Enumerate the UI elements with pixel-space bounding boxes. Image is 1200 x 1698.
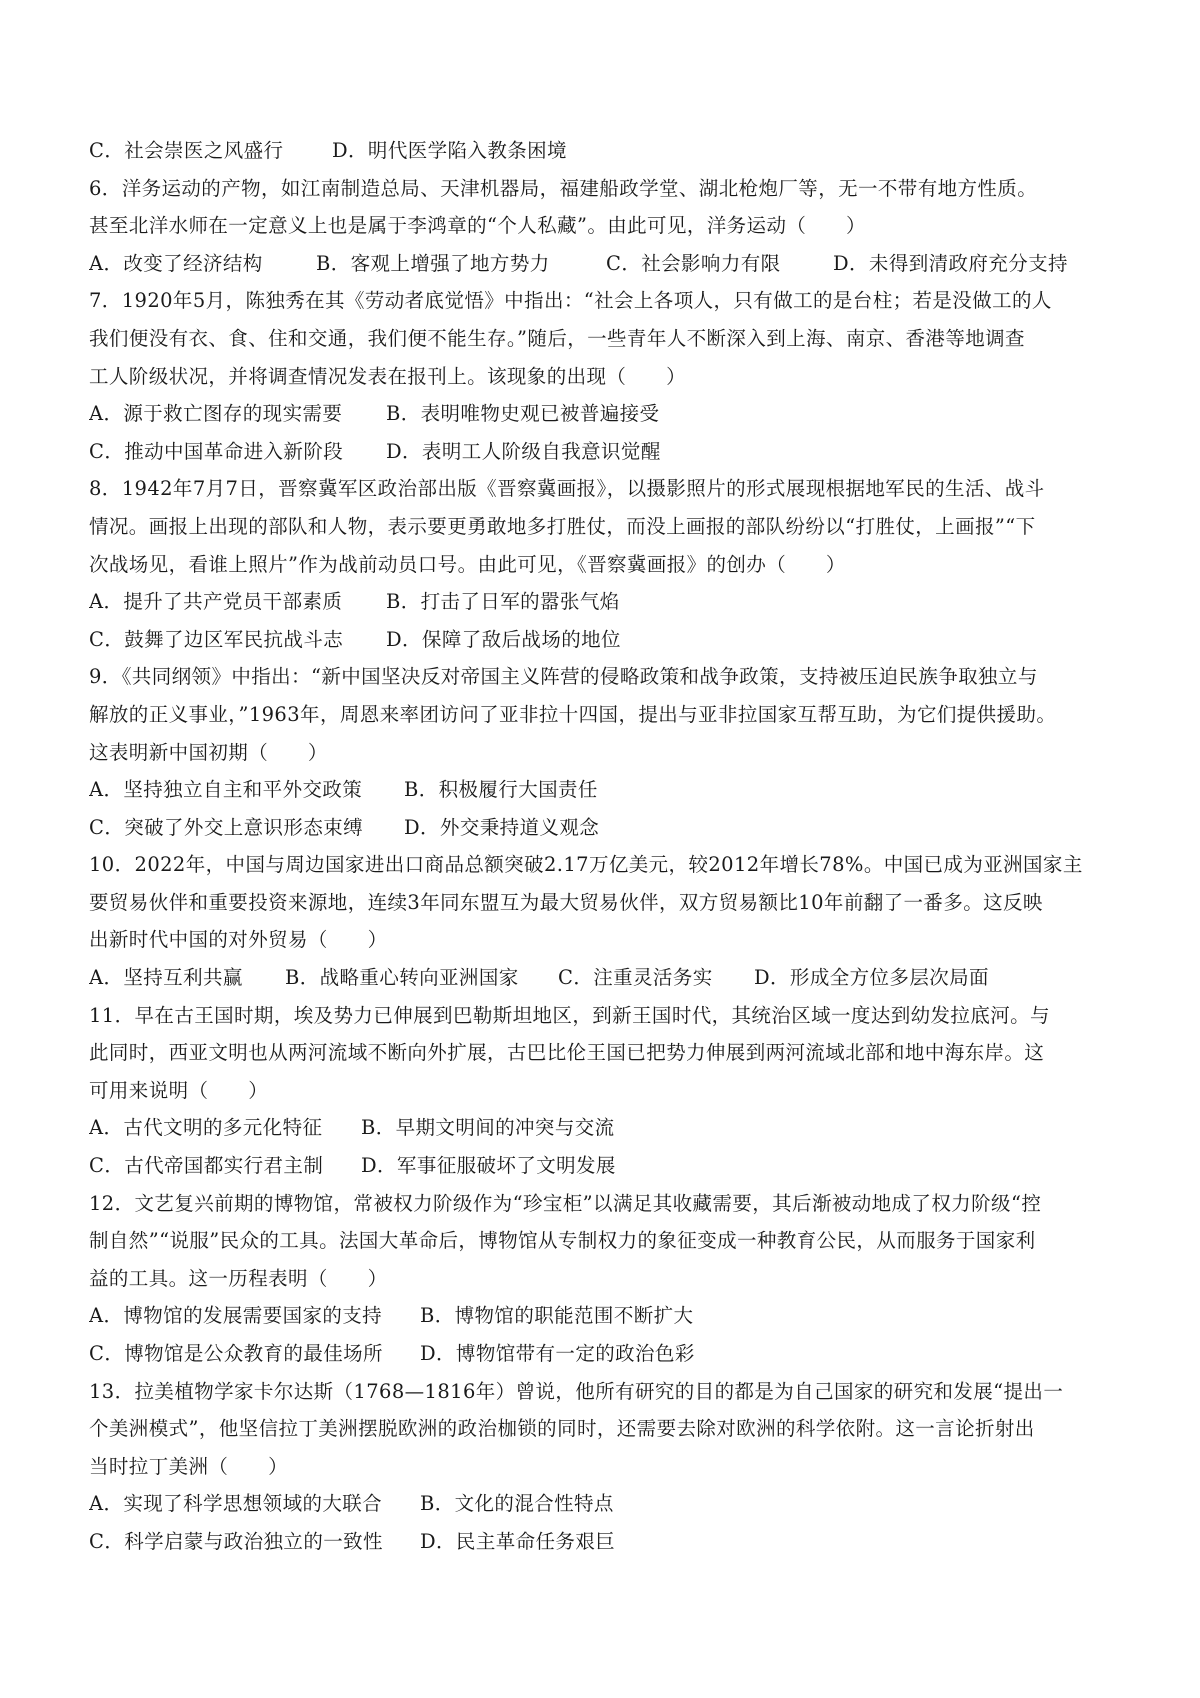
question-text-line: 这表明新中国初期（ ）: [89, 740, 328, 764]
answer-option: A．坚持互利共赢: [89, 966, 243, 990]
question-text-line: 制自然”“说服”民众的工具。法国大革命后，博物馆从专制权力的象征变成一种教育公民，从而服务于国家利: [89, 1229, 1036, 1253]
answer-option: A．博物馆的发展需要国家的支持: [89, 1304, 383, 1328]
question-text-line: 益的工具。这一历程表明（ ）: [89, 1266, 388, 1290]
answer-option: B．积极履行大国责任: [404, 778, 598, 802]
answer-options-line: [89, 1147, 1119, 1185]
answer-option: B．文化的混合性特点: [420, 1492, 614, 1516]
answer-option: A．坚持独立自主和平外交政策: [89, 778, 363, 802]
answer-option: B．早期文明间的冲突与交流: [361, 1116, 615, 1140]
question-text-line: 12．文艺复兴前期的博物馆，常被权力阶级作为“珍宝柜”以满足其收藏需要，其后渐被动地成了权力阶级“控: [89, 1191, 1042, 1215]
answer-option: D．军事征服破坏了文明发展: [361, 1154, 616, 1178]
answer-option: B．战略重心转向亚洲国家: [285, 966, 519, 990]
answer-option: A．实现了科学思想领域的大联合: [89, 1492, 383, 1516]
answer-option: C．社会崇医之风盛行: [89, 139, 284, 162]
answer-options-line: [89, 1109, 1119, 1147]
answer-options-line: [89, 132, 1119, 170]
answer-option: D．表明工人阶级自我意识觉醒: [386, 439, 661, 463]
answer-options-line: [89, 395, 1119, 433]
answer-option: C．推动中国革命进入新阶段: [89, 439, 344, 463]
question-text-line: 当时拉丁美洲（ ）: [89, 1454, 289, 1478]
question-text-line: 6．洋务运动的产物，如江南制造总局、天津机器局，福建船政学堂、湖北枪炮厂等，无一不带有地方性质。: [89, 176, 1038, 200]
question-text-line: 10．2022年，中国与周边国家进出口商品总额突破2.17万亿美元，较2012年增长78%。中国已成为亚洲国家主: [89, 853, 1083, 877]
question-text-line: 可用来说明（ ）: [89, 1078, 269, 1102]
answer-option: C．社会影响力有限: [606, 251, 781, 275]
answer-option: C．注重灵活务实: [558, 966, 713, 990]
answer-options-line: [89, 245, 1119, 283]
answer-option: A．提升了共产党员干部素质: [89, 590, 343, 614]
answer-option: B．博物馆的职能范围不断扩大: [420, 1304, 694, 1328]
answer-options-line: [89, 1523, 1119, 1561]
answer-option: C．鼓舞了边区军民抗战斗志: [89, 627, 344, 651]
answer-option: C．科学启蒙与政治独立的一致性: [89, 1529, 383, 1553]
answer-option: D．民主革命任务艰巨: [420, 1529, 616, 1553]
answer-option: B．打击了日军的嚣张气焰: [386, 590, 620, 614]
answer-options-line: [89, 809, 1119, 847]
question-text-line: 出新时代中国的对外贸易（ ）: [89, 928, 388, 952]
answer-option: C．突破了外交上意识形态束缚: [89, 815, 364, 839]
answer-option: A．源于救亡图存的现实需要: [89, 402, 343, 426]
answer-options-line: [89, 583, 1119, 621]
answer-option: C．古代帝国都实行君主制: [89, 1154, 324, 1178]
exam-page-body: [89, 132, 1119, 1561]
answer-option: D．保障了敌后战场的地位: [386, 627, 621, 651]
answer-option: D．未得到清政府充分支持: [833, 251, 1068, 275]
answer-option: A．古代文明的多元化特征: [89, 1116, 323, 1140]
question-text-line: 此同时，西亚文明也从两河流域不断向外扩展，古巴比伦王国已把势力伸展到两河流域北部和地中海东岸。这: [89, 1041, 1045, 1065]
question-text-line: 个美洲模式”，他坚信拉丁美洲摆脱欧洲的政治枷锁的同时，还需要去除对欧洲的科学依附。这一言论折射出: [89, 1417, 1035, 1441]
answer-options-line: [89, 1297, 1119, 1335]
answer-options-line: [89, 433, 1119, 471]
answer-option: D．外交秉持道义观念: [404, 815, 600, 839]
question-text-line: 情况。画报上出现的部队和人物，表示要更勇敢地多打胜仗，而没上画报的部队纷纷以“打胜仗，上画报”“下: [89, 514, 1036, 538]
answer-option: D．形成全方位多层次局面: [754, 966, 989, 990]
answer-options-line: [89, 1485, 1119, 1523]
question-text-line: 11．早在古王国时期，埃及势力已伸展到巴勒斯坦地区，到新王国时代，其统治区域一度达到幼发拉底河。与: [89, 1003, 1050, 1027]
question-text-line: 9．《共同纲领》中指出：“新中国坚决反对帝国主义阵营的侵略政策和战争政策，支持被压迫民族争取独立与: [89, 665, 1038, 689]
answer-option: B．表明唯物史观已被普遍接受: [386, 402, 660, 426]
question-text-line: 解放的正义事业，”1963年，周恩来率团访问了亚非拉十四国，提出与亚非拉国家互帮互助，为它们提供援助。: [89, 702, 1057, 726]
answer-option: C．博物馆是公众教育的最佳场所: [89, 1342, 383, 1365]
answer-options-line: [89, 959, 1119, 997]
question-text-line: 甚至北洋水师在一定意义上也是属于李鸿章的“个人私藏”。由此可见，洋务运动（ ）: [89, 214, 866, 238]
question-text-line: 次战场见，看谁上照片”作为战前动员口号。由此可见，《晋察冀画报》的创办（ ）: [89, 552, 846, 576]
question-text-line: 8．1942年7月7日，晋察冀军区政治部出版《晋察冀画报》，以摄影照片的形式展现根据地军民的生活、战斗: [89, 477, 1045, 501]
answer-option: A．改变了经济结构: [89, 251, 263, 275]
question-text-line: 要贸易伙伴和重要投资来源地，连续3年同东盟互为最大贸易伙伴，双方贸易额比10年前翻了一番多。这反映: [89, 890, 1043, 914]
answer-options-line: [89, 1335, 1119, 1373]
answer-option: D．博物馆带有一定的政治色彩: [420, 1342, 695, 1365]
answer-option: B．客观上增强了地方势力: [316, 251, 550, 275]
answer-option: D．明代医学陷入教条困境: [332, 139, 567, 162]
question-text-line: 7．1920年5月，陈独秀在其《劳动者底觉悟》中指出：“社会上各项人，只有做工的是台柱；若是没做工的人: [89, 289, 1052, 313]
question-text-line: 13．拉美植物学家卡尔达斯（1768—1816年）曾说，他所有研究的目的都是为自己国家的研究和发展“提出一: [89, 1379, 1064, 1403]
answer-options-line: [89, 771, 1119, 809]
question-text-line: 工人阶级状况，并将调查情况发表在报刊上。该现象的出现（ ）: [89, 364, 687, 388]
question-text-line: 我们便没有衣、食、住和交通，我们便不能生存。”随后，一些青年人不断深入到上海、南京、香港等地调查: [89, 326, 1025, 350]
answer-options-line: [89, 621, 1119, 659]
